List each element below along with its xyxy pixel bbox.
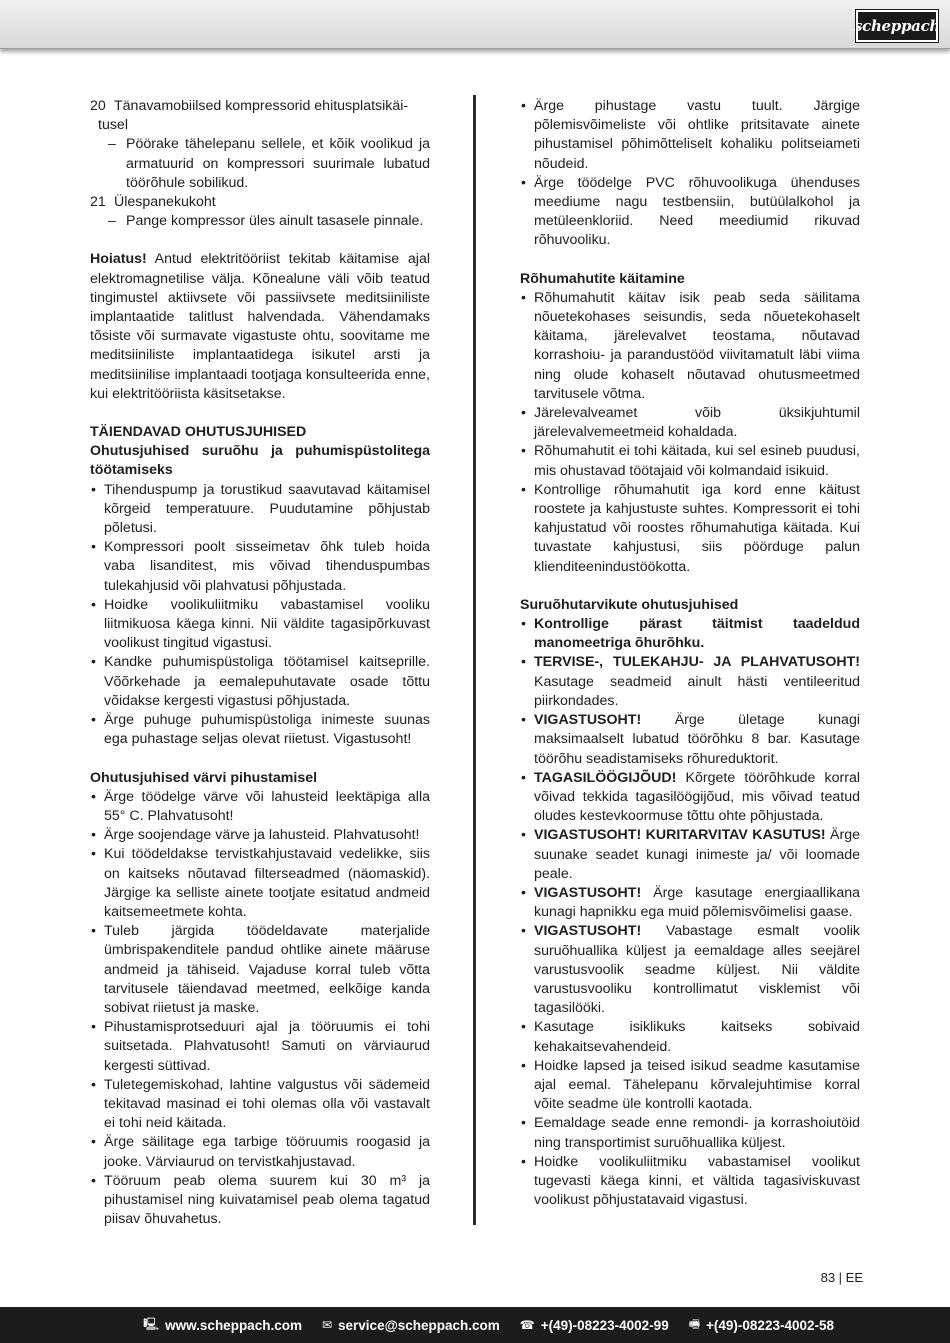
item-text: Ärge kasutage energiaallikana kunagi hapnikku ega muid põlemisvõimelisi gaase. [534,884,860,921]
list-item [520,711,860,769]
item-text: Vabastage esmalt voolik suruõhuallika küljest ja eemaldage alles seejärel varustusvoolik seadme küljest. Nii väldite varustusvooliku kontrollimatut visklemist või tagasilööki. [534,923,860,1017]
section-subtitle: Ohutusjuhised suruõhu ja puhumispüstolitega töötamiseks [90,443,430,479]
list-item: • Ärge pihustage vastu tuult. Järgige põlemisvõimeliste või ohtlike pritsitavate ainete pihustamisel põhimõtteliselt kohaliku politseiameti nõudeid. [520,97,860,174]
list-item-20-sub: – Pöörake tähelepanu sellele, et kõik voolikud ja armatuurid on kompressori suurimale lubatud töörõhule sobilikud. [90,135,430,193]
page-number: 83 | EE [820,1270,863,1285]
scheppach-logo: scheppach [856,10,938,42]
list-item: • Ärge töödelge PVC rõhuvoolikuga ühenduses meediume nagu testbensiin, butüülalkohol ja metüleenkloriid. Need meediumid rikuvad rõhuvooliku. [520,174,860,251]
fax-icon: 🖷 [688,1316,701,1331]
warning-paragraph [90,250,430,404]
item-text: Kasutage isiklikuks kaitseks sobivaid kehakaitsevahendeid. [534,1019,860,1055]
list-item [520,653,860,711]
list-item: • Tööruum peab olema suurem kui 30 m³ ja pihustamisel ning kuivatamisel peab olema tagatud piisav õhuvahetus. [90,1172,430,1230]
header-bar [0,0,950,49]
footer-phone: ☎ +(49)-08223-4002-99 [519,1317,669,1333]
warning-keyword: VIGASTUSOHT! [534,712,642,729]
item-text: Kõrgete töörõhkude korral võivad tekkida tagasilöögijõud, mis võivad teatud oludes kestevkoormuse tõttu ohte põhjustada. [534,769,860,825]
list-item: • Järelevalveamet võib üksikjuhtumil järelevalvemeetmeid kohaldada. [520,404,860,442]
spraying-list [520,97,860,251]
left-column [90,97,430,1229]
warning-text: Antud elektritööriist tekitab käitamise ajal elektromagnetilise välja. Kõnealune väli võib teatud tingimustel aktiivsete või passiivsete meditsiiniliste implantaatide talitlust halvendada. Vähendamaks tõsiste või surmavate vigastuste ohtu, soovitame me meditsiiniliste implantaatidega isikutel arsti ja meditsiinilise implantaadi tootjaga konsulteerida enne, kui elektritööriista käsitsetakse. [90,251,430,402]
warning-keyword: Kontrollige pärast täitmist taadeldud manomeetriga õhurõhku. [534,616,860,652]
computer-icon: 🖳 [143,1316,160,1331]
list-item-21-sub: – Pange kompressor üles ainult tasasele pinnale. [90,212,430,231]
list-item-20: 20 Tänavamobiilsed kompressorid ehitusplatsikäi- [90,98,409,114]
paint-safety-list [90,788,430,1230]
warning-keyword: VIGASTUSOHT! [534,884,642,901]
list-item: • Ärge töödelge värve või lahusteid leektäpiga alla 55° C. Plahvatusoht! [90,788,430,826]
footer-email[interactable]: ✉ service@scheppach.com [321,1317,500,1333]
list-item: • Pihustamisprotseduuri ajal ja tööruumis ei tohi suitsetada. Plahvatusoht! Samuti on värviaurud kergesti süttivad. [90,1018,430,1076]
item-text: Hoidke lapsed ja teised isikud seadme kasutamise ajal eemal. Tähelepanu kõrvalejuhtimise korral võite seadme üle kontrolli kaotada. [534,1057,860,1113]
column-divider [473,95,476,1225]
list-item: • Kui töödeldakse tervistkahjustavaid vedelikke, siis on kaitseks nõutavad filterseadmed (näomaskid). Järgige ka selliste ainete tootjate esitatud andmeid kaitsemeetmete kohta. [90,845,430,922]
list-item [520,922,860,1018]
footer-bar [0,1307,950,1343]
warning-label: Hoiatus! [90,251,147,268]
list-item: • Rõhumahutit käitav isik peab seda säilitama nõuetekohases seisundis, seda nõuetekohaselt käitama, järelevalvet teostama, nõutavad korrashoiu- ja parandustööd viivitamatult läbi viima ning olude kohaselt nõutavad ohutusmeetmed tarvitusele võtma. [520,289,860,404]
air-safety-list [90,481,430,750]
list-item: • Rõhumahutit ei tohi käitada, kui sel esineb puudusi, mis ohustavad töötajaid või kolmandaid isikuid. [520,442,860,480]
footer-fax: 🖷 +(49)-08223-4002-58 [689,1315,834,1336]
list-item [520,1018,860,1056]
list-item-20-cont: tusel [98,117,128,134]
paint-section-title: Ohutusjuhised värvi pihustamisel [90,769,318,786]
item-text: Hoidke voolikuliitmiku vabastamisel voolikut tugevasti käega kinni, et vältida tagasiviskuvast voolikust põhjustatavaid vigastusi. [534,1153,860,1209]
list-item: • Kontrollige rõhumahutit iga kord enne käitust roostete ja kahjustuste suhtes. Kompressorit ei tohi kahjustatud või roostes rõhumahutiga käitada. Kui tuvastate kahjustusi, siis pöörduge palun klienditeenindustöökotta. [520,481,860,577]
list-item [520,769,860,827]
list-item: • Ärge säilitage ega tarbige tööruumis roogasid ja jooke. Värviaurud on tervistkahjustavad. [90,1133,430,1171]
section-title: TÄIENDAVAD OHUTUSJUHISED [90,424,307,441]
list-item: • Kompressori poolt sisseimetav õhk tuleb hoida vaba lisanditest, mis võivad tihenduspumbas tulekahjusid või plahvatusi põhjustada. [90,538,430,596]
list-item: • Hoidke voolikuliitmiku vabastamisel vooliku liitmikuosa käega kinni. Nii väldite tagasipõrkuvast voolikust tingitud vigastusi. [90,596,430,654]
list-item: • Tuleb järgida töödeldavate materjalide ümbrispakenditele pandud ohtlike ainete määruse andmeid ja tähiseid. Vajaduse korral tuleb võtta tarvitusele täiendavad meetmed, eelkõige kanda sobivat riietust ja maske. [90,922,430,1018]
footer-website[interactable]: 🖳 www.scheppach.com [143,1315,302,1336]
list-item [520,826,860,884]
item-text: Ärge ületage kunagi maksimaalselt lubatud töörõhku 8 bar. Kasutage töörõhu seadistamiseks rõhureduktorit. [534,712,860,767]
list-item: • Tihenduspump ja torustikud saavutavad käitamisel kõrgeid temperatuure. Puudutamine põhjustab põletusi. [90,481,430,539]
list-item [520,1057,860,1115]
list-item: • Ärge soojendage värve ja lahusteid. Plahvatusoht! [90,826,430,845]
phone-icon: ☎ [519,1318,535,1332]
pressure-vessel-list [520,289,860,577]
warning-keyword: VIGASTUSOHT! KURITARVITAV KASUTUS! [534,827,826,844]
accessories-list [520,615,860,1210]
list-item [520,884,860,922]
item-text: Eemaldage seade enne remondi- ja korrashoiutöid ning transportimist suruõhuallika küljest. [534,1115,860,1151]
list-item [520,1153,860,1211]
warning-keyword: VIGASTUSOHT! [534,923,642,940]
list-item: • Kandke puhumispüstoliga töötamisel kaitseprille. Võõrkehade ja eemalepuhutavate osade tõttu võidakse kergesti vigastusi põhjustada. [90,653,430,711]
warning-keyword: TERVISE-, TULEKAHJU- JA PLAHVATUSOHT! [534,654,860,671]
list-item [520,1114,860,1152]
accessories-section-title: Suruõhutarvikute ohutusjuhised [520,596,739,613]
warning-keyword: TAGASILÖÖGIJÕUD! [534,769,677,786]
right-column [520,97,860,1210]
envelope-icon: ✉ [321,1318,333,1332]
list-item: • Tuletegemiskohad, lahtine valgustus või sädemeid tekitavad masinad ei tohi olemas olla või vastavalt ei tohi neid käitada. [90,1076,430,1134]
list-item-21: 21 Ülespanekukoht [90,194,216,211]
list-item [520,615,860,653]
item-text: Kasutage seadmeid ainult hästi ventileeritud piirkondades. [534,673,860,709]
pressure-section-title: Rõhumahutite käitamine [520,270,685,287]
item-text: Ärge suunake seadet kunagi inimeste ja/ või loomade peale. [534,827,860,882]
list-item: • Ärge puhuge puhumispüstoliga inimeste suunas ega puhastage seljas olevat riietust. Vigastusoht! [90,711,430,749]
